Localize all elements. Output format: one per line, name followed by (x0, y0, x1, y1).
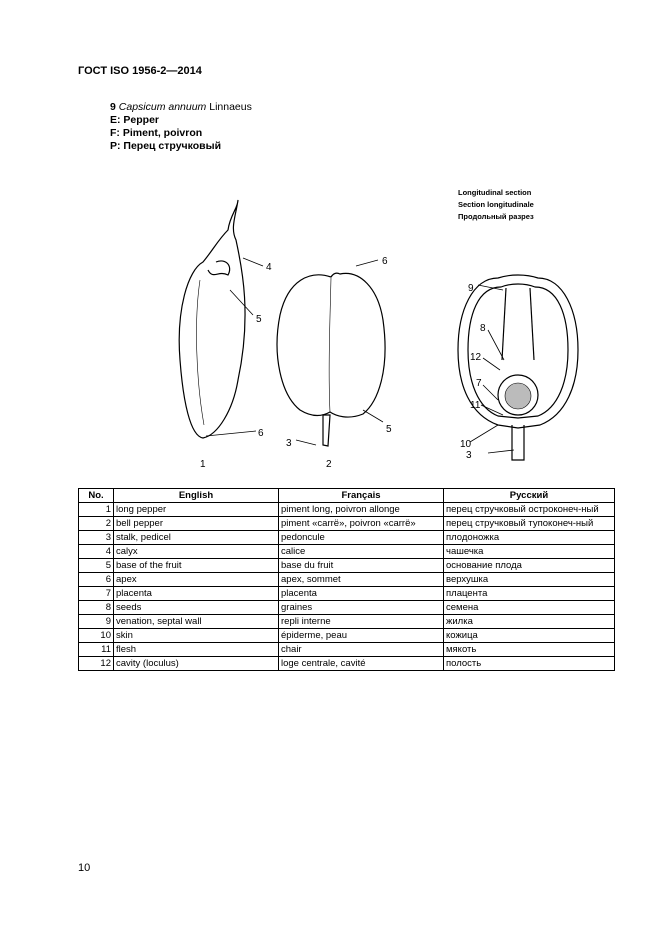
terms-table (78, 488, 615, 671)
long-pepper-calyx (208, 261, 230, 275)
bell-pepper-outline (277, 273, 385, 417)
callout-5-bell: 5 (386, 424, 392, 435)
cell-no: 12 (79, 657, 114, 671)
cell-ru: чашечка (444, 545, 615, 559)
caption-en: Longitudinal section (458, 188, 532, 197)
russian-label: P: (110, 140, 121, 152)
cell-en: skin (114, 629, 279, 643)
long-pepper-outline (179, 200, 245, 438)
cell-en: venation, septal wall (114, 615, 279, 629)
cell-no: 8 (79, 601, 114, 615)
cell-ru: семена (444, 601, 615, 615)
cell-fr: loge centrale, cavité (279, 657, 444, 671)
cell-en: flesh (114, 643, 279, 657)
section-septal-wall-left (502, 288, 506, 360)
cell-fr: piment long, poivron allonge (279, 503, 444, 517)
section-placenta-inner (505, 383, 531, 409)
caption-ru: Продольный разрез (458, 212, 534, 221)
col-russian-header: Русский (444, 489, 615, 503)
table-row (79, 545, 615, 559)
cell-no: 7 (79, 587, 114, 601)
callout-6-bell: 6 (382, 256, 388, 267)
view-number-3: 3 (466, 450, 472, 461)
cell-ru: перец стручковый остроконеч-ный (444, 503, 615, 517)
cell-fr: repli interne (279, 615, 444, 629)
bell-pepper-stalk (323, 415, 330, 446)
species-block (110, 101, 252, 153)
table-row (79, 629, 615, 643)
cell-en: calyx (114, 545, 279, 559)
callout-9: 9 (468, 283, 474, 294)
table-row (79, 643, 615, 657)
french-name: Piment, poivron (122, 127, 203, 139)
table-row (79, 587, 615, 601)
cell-ru: кожица (444, 629, 615, 643)
table-row (79, 559, 615, 573)
cell-fr: placenta (279, 587, 444, 601)
species-latin-name: Capsicum annuum (118, 101, 207, 113)
cell-no: 2 (79, 517, 114, 531)
cell-no: 10 (79, 629, 114, 643)
callout-3: 3 (286, 438, 292, 449)
section-stalk (512, 425, 524, 460)
callout-7: 7 (476, 378, 482, 389)
cell-fr: base du fruit (279, 559, 444, 573)
table-row (79, 573, 615, 587)
cell-fr: graines (279, 601, 444, 615)
col-french-header: Français (279, 489, 444, 503)
cell-no: 5 (79, 559, 114, 573)
cell-ru: полость (444, 657, 615, 671)
species-line (110, 101, 252, 114)
russian-name: Перец стручковый (123, 140, 222, 152)
cell-fr: piment «carrё», poivron «carrё» (279, 517, 444, 531)
french-label: F: (110, 127, 120, 139)
species-author: Linnaeus (209, 101, 252, 113)
cell-ru: мякоть (444, 643, 615, 657)
callout-12: 12 (470, 352, 482, 363)
standard-header: ГОСТ ISO 1956-2—2014 (78, 65, 202, 77)
cell-no: 11 (79, 643, 114, 657)
cell-fr: épiderme, peau (279, 629, 444, 643)
cell-fr: apex, sommet (279, 573, 444, 587)
cell-no: 3 (79, 531, 114, 545)
cell-en: long pepper (114, 503, 279, 517)
cell-fr: chair (279, 643, 444, 657)
english-label: E: (110, 114, 121, 126)
view-number-2: 2 (326, 459, 332, 470)
cell-no: 6 (79, 573, 114, 587)
callout-11: 11 (470, 400, 481, 411)
col-no-header: No. (79, 489, 114, 503)
cell-no: 9 (79, 615, 114, 629)
cell-en: cavity (loculus) (114, 657, 279, 671)
long-pepper-highlight (197, 280, 204, 425)
cell-en: placenta (114, 587, 279, 601)
pepper-drawing (78, 170, 598, 475)
cell-en: bell pepper (114, 517, 279, 531)
cell-ru: плацента (444, 587, 615, 601)
cell-fr: calice (279, 545, 444, 559)
caption-fr: Section longitudinale (458, 200, 534, 209)
callout-8: 8 (480, 323, 486, 334)
bell-pepper-groove (329, 278, 331, 412)
table-body (79, 503, 615, 671)
cell-ru: плодоножка (444, 531, 615, 545)
cell-en: seeds (114, 601, 279, 615)
table-row (79, 615, 615, 629)
english-name-line (110, 114, 252, 127)
cell-en: base of the fruit (114, 559, 279, 573)
cell-ru: верхушка (444, 573, 615, 587)
table-row (79, 657, 615, 671)
cell-ru: жилка (444, 615, 615, 629)
section-septal-wall-right (530, 288, 534, 360)
table-row (79, 503, 615, 517)
page-number: 10 (78, 862, 91, 874)
species-number: 9 (110, 101, 116, 113)
callout-5: 5 (256, 314, 262, 325)
french-name-line (110, 127, 252, 140)
cell-ru: основание плода (444, 559, 615, 573)
table-header-row (79, 489, 615, 503)
cell-no: 4 (79, 545, 114, 559)
table-row (79, 601, 615, 615)
cell-ru: перец стручковый тупоконеч-ный (444, 517, 615, 531)
english-name: Pepper (123, 114, 160, 126)
callout-6: 6 (258, 428, 264, 439)
cell-en: stalk, pedicel (114, 531, 279, 545)
cell-fr: pedoncule (279, 531, 444, 545)
russian-name-line (110, 140, 252, 153)
table-row (79, 517, 615, 531)
callout-4: 4 (266, 262, 272, 273)
col-english-header: English (114, 489, 279, 503)
cell-no: 1 (79, 503, 114, 517)
cell-en: apex (114, 573, 279, 587)
table-row (79, 531, 615, 545)
callout-10: 10 (460, 439, 472, 450)
view-number-1: 1 (200, 459, 206, 470)
pepper-illustration (78, 170, 598, 475)
